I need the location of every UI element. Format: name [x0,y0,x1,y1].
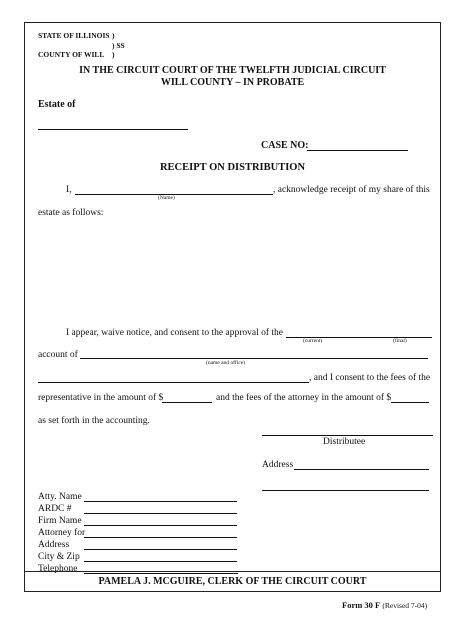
estate-of-label: Estate of [38,99,76,110]
attorney-field-attorney-for[interactable] [84,537,237,538]
attorney-amount-label: and the fees of the attorney in the amount of $ [216,393,392,403]
address-line-1[interactable] [294,469,429,470]
representative-amount-label: representative in the amount of $ [38,393,164,403]
attorney-label-address: Address [38,540,70,550]
state-label: STATE OF ILLINOIS [38,31,110,40]
estate-name-line[interactable] [38,129,188,130]
attorney-label-city-zip: City & Zip [38,552,80,562]
case-no-line[interactable] [307,150,408,151]
court-heading-line1: IN THE CIRCUIT COURT OF THE TWELFTH JUDICIAL CIRCUIT [79,65,386,76]
address-line-2[interactable] [262,490,429,491]
set-forth-text: as set forth in the accounting. [38,416,150,426]
footer-divider [24,571,441,572]
form-number [342,600,427,610]
attorney-field-atty-name[interactable] [84,501,237,502]
account-of-label: account of [38,350,78,360]
attorney-label-firm-name: Firm Name [38,516,82,526]
current-caption: (current) [303,338,323,344]
form-title: RECEIPT ON DISTRIBUTION [159,162,306,173]
attorney-field-telephone[interactable] [84,573,238,574]
attorney-field-ardc[interactable] [84,513,237,514]
attorney-label-telephone: Telephone [38,564,78,574]
form-number-label: Form 30 F [342,600,381,610]
distributee-label: Distributee [323,437,366,447]
receipt-intro: I, [66,185,72,195]
venue-ss: ) SS [112,41,125,50]
account-of-line[interactable] [80,358,428,359]
form-border [24,22,441,592]
final-caption: (final) [393,338,407,344]
name-office-caption: (name and office) [206,360,245,366]
county-label: COUNTY OF WILL [38,50,105,59]
receipt-suffix: , acknowledge receipt of my share of this [273,185,430,195]
distributee-signature-line[interactable] [262,435,433,436]
form-revised: (Revised 7-04) [382,601,428,610]
attorney-label-atty-name: Atty. Name [38,492,82,502]
estate-as-follows: estate as follows: [38,208,104,218]
address-label: Address [262,460,294,470]
name-caption: (Name) [158,195,175,201]
attorney-field-city-zip[interactable] [84,561,237,562]
case-no-label: CASE NO: [261,140,309,151]
consent-fees-text: , and I consent to the fees of the [309,373,431,383]
attorney-amount-line[interactable] [391,402,429,403]
court-heading-line2: WILL COUNTY – IN PROBATE [160,77,305,88]
venue-paren-1: ) [112,31,115,40]
attorney-field-address[interactable] [84,549,237,550]
clerk-name: PAMELA J. MCGUIRE, CLERK OF THE CIRCUIT COURT [98,576,367,587]
waiver-text: I appear, waive notice, and consent to the approval of the [66,328,283,338]
attorney-label-ardc: ARDC # [38,504,72,514]
attorney-label-attorney-for: Attorney for [38,528,86,538]
representative-amount-line[interactable] [162,402,212,403]
venue-paren-2: ) [112,50,115,59]
account-continuation-line[interactable] [38,382,309,383]
attorney-field-firm-name[interactable] [84,525,237,526]
